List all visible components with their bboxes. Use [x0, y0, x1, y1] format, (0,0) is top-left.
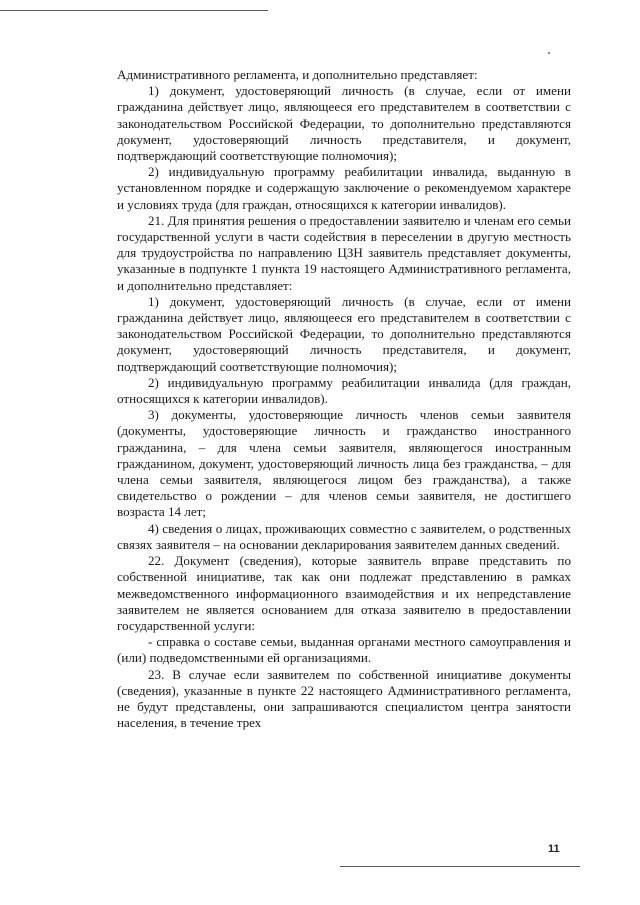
top-scan-line — [0, 10, 268, 11]
page-number: 11 — [548, 843, 560, 855]
paragraph: 22. Документ (сведения), которые заявитель вправе представить по собственной инициативе, так как они подлежат представлению в рамках межведомственного информационного взаимодействия и их непредставление заявителем не является основанием для отказа заявителю в предоставлении государственной услуги: — [117, 553, 571, 633]
paragraph: 21. Для принятия решения о предоставлении заявителю и членам его семьи государственной услуги в части содействия в переселении в другую местность для трудоустройства по направлению ЦЗН заявитель представляет документы, указанные в подпункте 1 пункта 19 настоящего Административного регламента, и дополнительно представляет: — [117, 212, 571, 293]
paragraph: 2) индивидуальную программу реабилитации инвалида (для граждан, относящихся к категории инвалидов). — [117, 374, 571, 407]
document-body — [117, 67, 571, 731]
paragraph: 23. В случае если заявителем по собственной инициативе документы (сведения), указанные в пункте 22 настоящего Административного регламента, не будут представлены, они запрашиваются специалистом центра занятости населения, в течение трех — [117, 666, 571, 731]
scan-speck — [548, 52, 550, 54]
paragraph: - справка о составе семьи, выданная органами местного самоуправления и (или) подведомственными ей организациями. — [117, 634, 571, 666]
paragraph: 1) документ, удостоверяющий личность (в случае, если от имени гражданина действует лицо, являющееся его представителем в соответствии с законодательством Российской Федерации, то дополнительно представляются документ, удостоверяющий личность представителя, и документ, подтверждающий соответствующие полномочия); — [117, 293, 571, 374]
paragraph: Административного регламента, и дополнительно представляет: — [117, 67, 478, 82]
bottom-scan-line — [340, 866, 580, 867]
paragraph: 3) документы, удостоверяющие личность членов семьи заявителя (документы, удостоверяющие личность и гражданство иностранного гражданина, – для члена семьи заявителя, являющегося иностранным гражданином, документ, удостоверяющий личность лица без гражданства, – для члена семьи заявителя, являющегося лицом без гражданства), а также свидетельство о рождении – для членов семьи заявителя, не достигшего возраста 14 лет; — [117, 407, 571, 520]
paragraph: 1) документ, удостоверяющий личность (в случае, если от имени гражданина действует лицо, являющееся его представителем в соответствии с законодательством Российской Федерации, то дополнительно представляются документ, удостоверяющий личность представителя, и документ, подтверждающий соответствующие полномочия); — [117, 83, 571, 164]
paragraph: 4) сведения о лицах, проживающих совместно с заявителем, о родственных связях заявителя – на основании декларирования заявителем данных сведений. — [117, 520, 571, 552]
paragraph: 2) индивидуальную программу реабилитации инвалида, выданную в установленном порядке и содержащую заключение о рекомендуемом характере и условиях труда (для граждан, относящихся к категории инвалидов). — [117, 164, 571, 212]
